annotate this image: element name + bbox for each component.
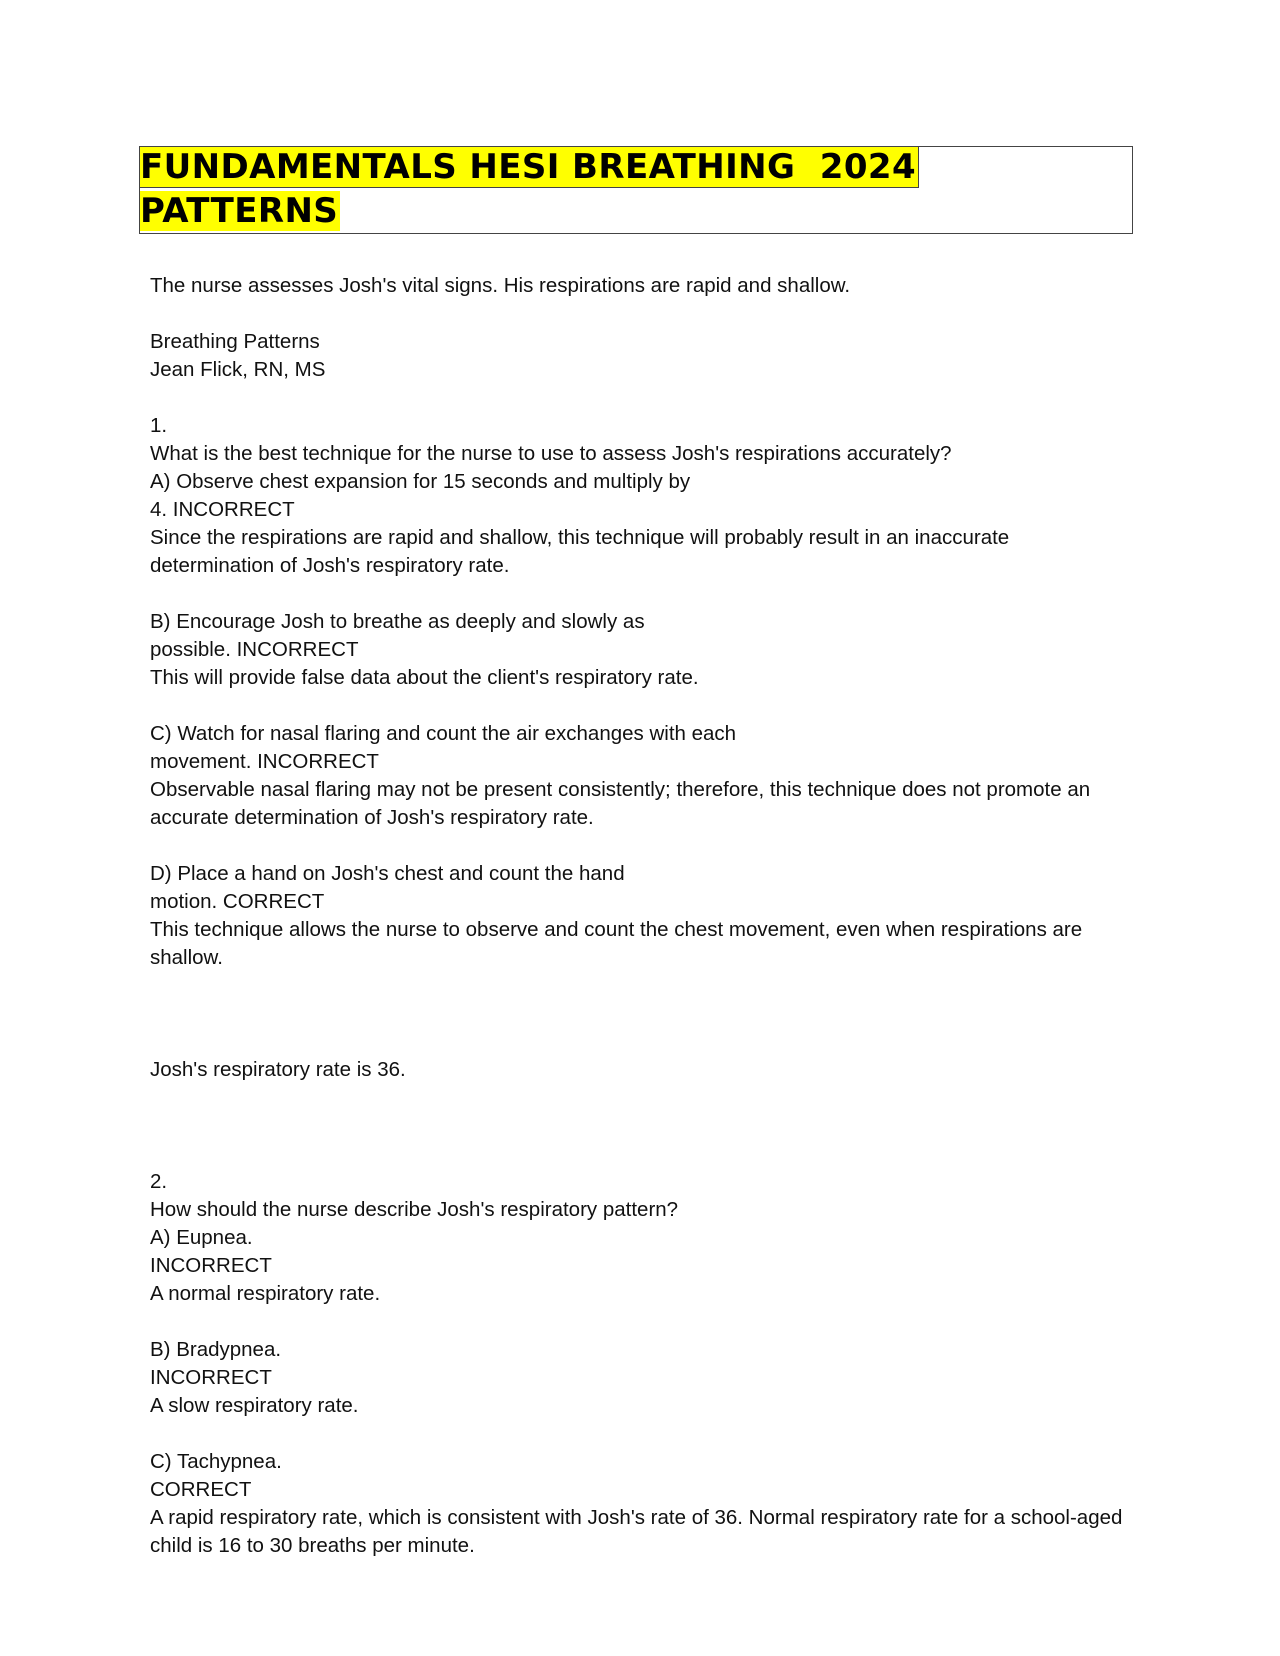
q1-option-a: A) Observe chest expansion for 15 seconds and multiply by [150, 470, 691, 493]
question-2-text: How should the nurse describe Josh's respiratory pattern? [150, 1198, 679, 1221]
q1-option-b: B) Encourage Josh to breathe as deeply and slowly as [150, 610, 645, 633]
document-title-line-1: FUNDAMENTALS HESI BREATHING 2024 [140, 147, 917, 187]
topic-heading: Breathing Patterns [150, 330, 320, 353]
question-1-text: What is the best technique for the nurse to use to assess Josh's respirations accurately? [150, 442, 952, 465]
q1-option-d: D) Place a hand on Josh's chest and count the hand [150, 862, 625, 885]
q1-option-c-result: movement. INCORRECT [150, 750, 379, 773]
q2-option-b: B) Bradypnea. [150, 1338, 282, 1361]
q1-option-d-result: motion. CORRECT [150, 890, 325, 913]
q2-option-b-result: INCORRECT [150, 1366, 272, 1389]
question-1-number: 1. [150, 414, 168, 437]
intro-text: The nurse assesses Josh's vital signs. His respirations are rapid and shallow. [150, 274, 851, 297]
q2-option-a: A) Eupnea. [150, 1226, 253, 1249]
q1-option-d-rationale: This technique allows the nurse to observe and count the chest movement, even when respirations are shallow. [150, 918, 1083, 969]
q2-option-c-rationale: A rapid respiratory rate, which is consistent with Josh's rate of 36. Normal respiratory rate for a school-aged child is 16 to 30 breaths per minute. [150, 1506, 1123, 1557]
q2-option-c: C) Tachypnea. [150, 1450, 282, 1473]
document-body [150, 272, 1130, 1560]
q1-option-b-result: possible. INCORRECT [150, 638, 359, 661]
q2-option-c-result: CORRECT [150, 1478, 252, 1501]
respiratory-rate-statement: Josh's respiratory rate is 36. [150, 1058, 406, 1081]
question-2-number: 2. [150, 1170, 168, 1193]
q1-option-a-result: 4. INCORRECT [150, 498, 295, 521]
q2-option-a-result: INCORRECT [150, 1254, 272, 1277]
q1-option-c: C) Watch for nasal flaring and count the air exchanges with each [150, 722, 737, 745]
q2-option-b-rationale: A slow respiratory rate. [150, 1394, 359, 1417]
document-title-box [139, 146, 1133, 234]
author-line: Jean Flick, RN, MS [150, 358, 326, 381]
q1-option-b-rationale: This will provide false data about the client's respiratory rate. [150, 666, 699, 689]
q1-option-a-rationale: Since the respirations are rapid and shallow, this technique will probably result in an inaccurate determination of Josh's respiratory rate. [150, 526, 1010, 577]
q1-option-c-rationale: Observable nasal flaring may not be present consistently; therefore, this technique does not promote an accurate determination of Josh's respiratory rate. [150, 778, 1091, 829]
q2-option-a-rationale: A normal respiratory rate. [150, 1282, 381, 1305]
document-title-line-2: PATTERNS [140, 191, 339, 231]
